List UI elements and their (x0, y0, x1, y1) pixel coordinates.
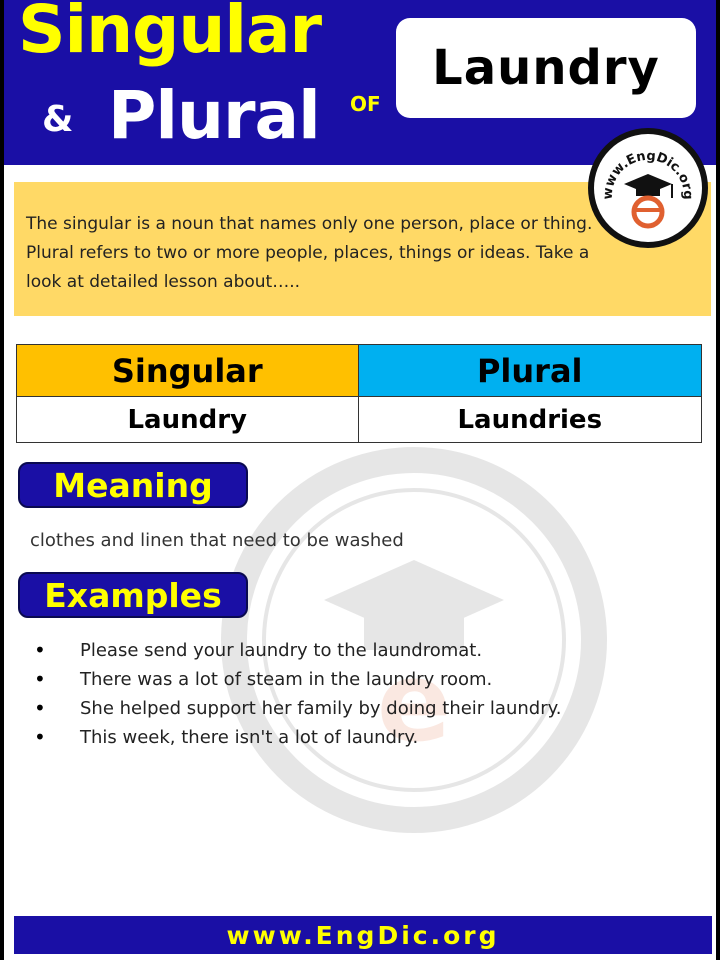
list-item: • Please send your laundry to the laundromat. (30, 636, 561, 665)
plural-header: Plural (358, 345, 702, 397)
logo-text: www.EngDic.org (600, 148, 696, 200)
footer-banner (14, 916, 712, 954)
svg-text:e: e (376, 638, 452, 766)
graduation-cap-e-icon (594, 134, 702, 242)
singular-header: Singular (17, 345, 359, 397)
examples-list (30, 636, 561, 752)
list-item: • There was a lot of steam in the laundry room. (30, 665, 561, 694)
meaning-text: clothes and linen that need to be washed (30, 530, 404, 551)
table-header-row (17, 345, 702, 397)
title-singular: Singular (18, 0, 322, 68)
infographic-canvas (4, 0, 716, 960)
headword: Laundry (432, 40, 660, 96)
examples-label: Examples (18, 572, 248, 618)
table-row (17, 397, 702, 443)
meaning-label: Meaning (18, 462, 248, 508)
footer-url: www.EngDic.org (226, 920, 500, 950)
list-item: • This week, there isn't a lot of laundry. (30, 723, 561, 752)
title-plural: Plural (108, 77, 320, 154)
definition-text: The singular is a noun that names only one person, place or thing. Plural refers to two or more people, places, things or ideas. Take a look at detailed lesson about….. (26, 214, 593, 292)
plural-value: Laundries (358, 397, 702, 443)
singular-value: Laundry (17, 397, 359, 443)
word-box (396, 18, 696, 118)
engdic-logo (588, 128, 708, 248)
title-ampersand: & (42, 99, 74, 140)
list-item: • She helped support her family by doing their laundry. (30, 694, 561, 723)
singular-plural-table (16, 344, 702, 443)
title-of: OF (350, 92, 381, 116)
